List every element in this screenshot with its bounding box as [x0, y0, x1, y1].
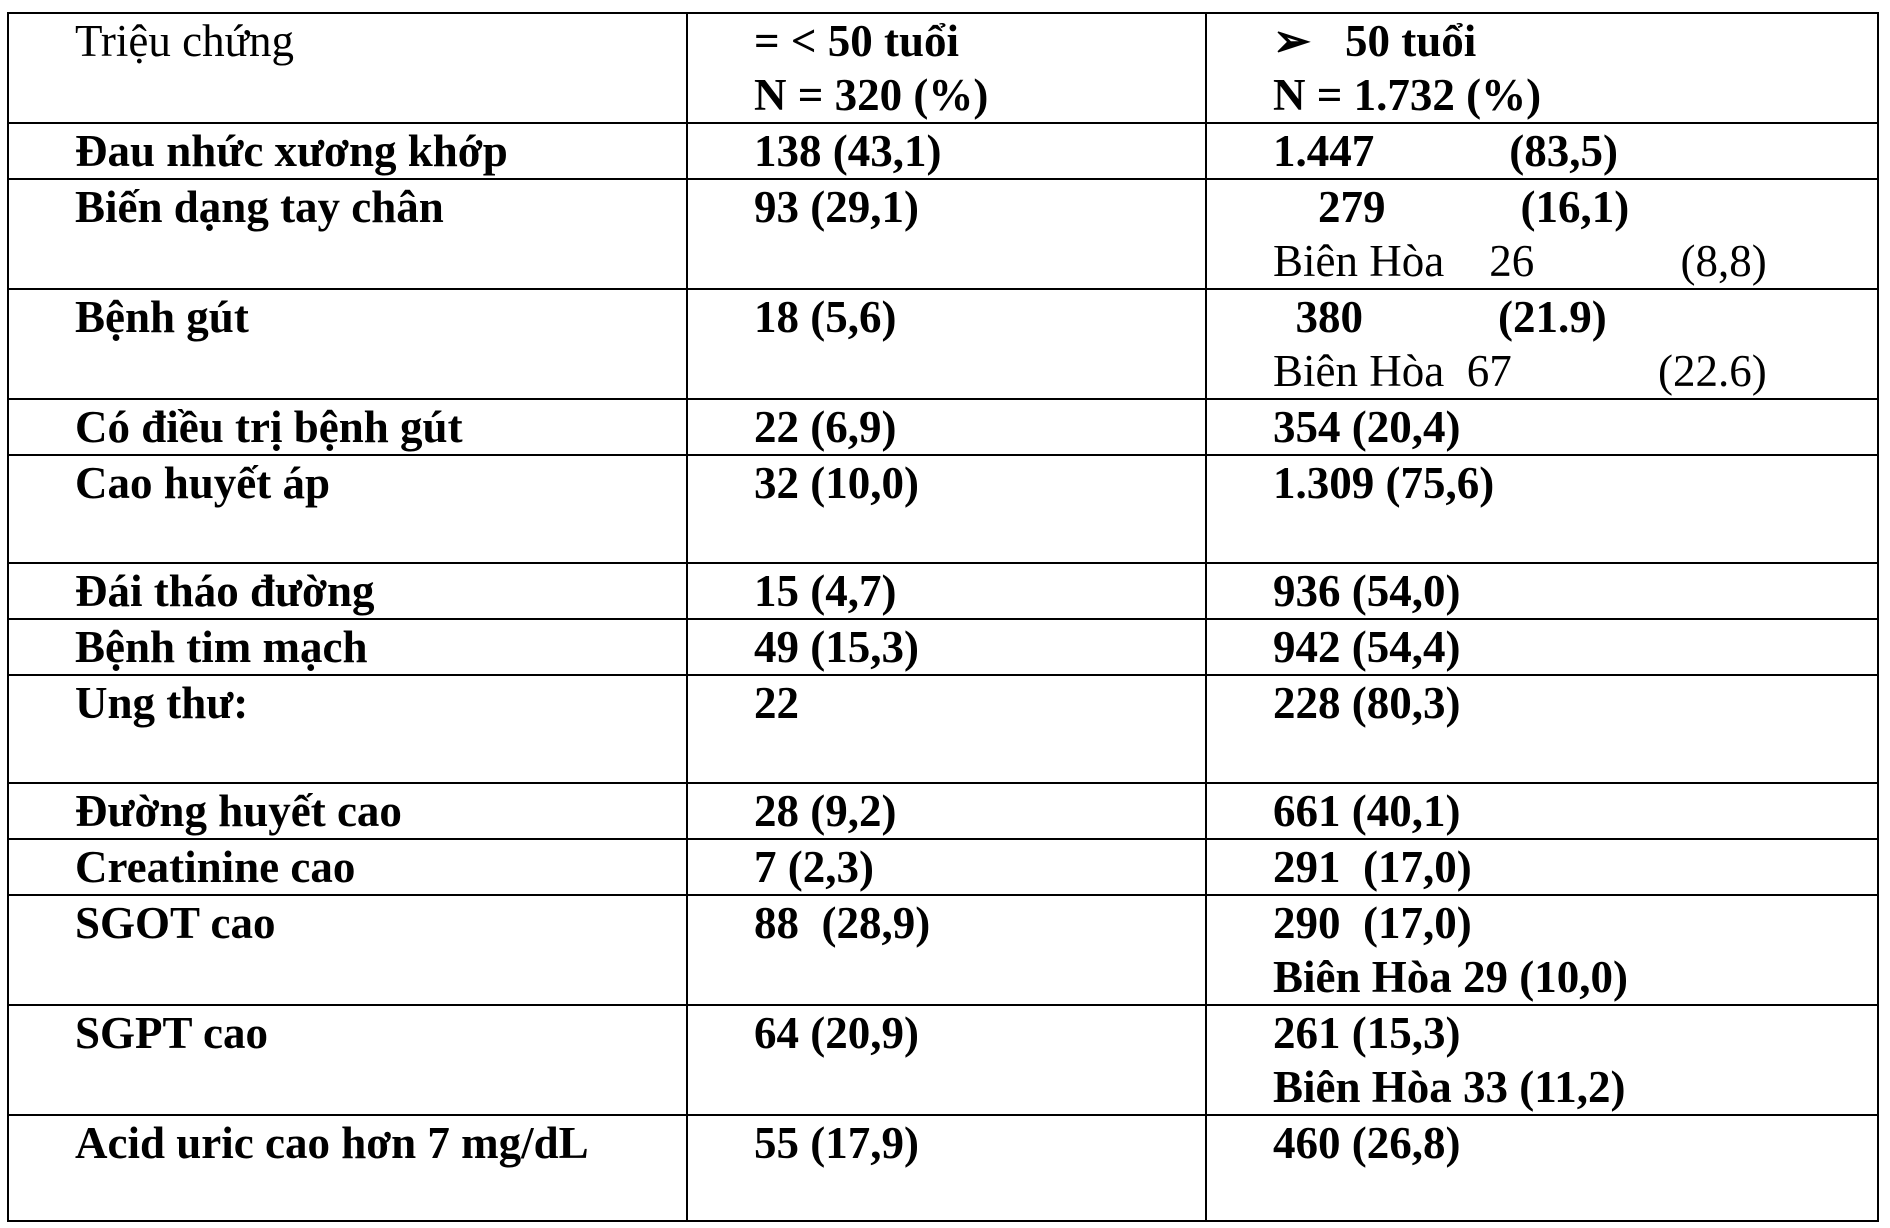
symptom-cell [8, 1005, 687, 1115]
table-row [8, 619, 1878, 675]
table-row [8, 123, 1878, 179]
table-row [8, 289, 1878, 399]
symptom-cell [8, 839, 687, 895]
symptom-label: Đái tháo đường [75, 566, 375, 616]
under-50-value: 18 (5,6) [754, 292, 897, 342]
table-row [8, 1005, 1878, 1115]
over-50-value: 1.447 (83,5) [1273, 126, 1618, 176]
table-row [8, 399, 1878, 455]
table-row [8, 895, 1878, 1005]
over-50-bien-hoa-value: Biên Hòa 67 (22.6) [1273, 346, 1767, 396]
over-50-cell [1206, 289, 1878, 399]
under-50-cell [687, 895, 1206, 1005]
symptom-label: Cao huyết áp [75, 458, 331, 508]
over-50-value: 460 (26,8) [1273, 1118, 1461, 1168]
table-row [8, 1115, 1878, 1221]
symptom-cell [8, 399, 687, 455]
over-50-bien-hoa-value: Biên Hòa 29 (10,0) [1273, 952, 1628, 1002]
symptom-cell [8, 619, 687, 675]
under-50-value: 55 (17,9) [754, 1118, 919, 1168]
over-50-cell [1206, 895, 1878, 1005]
symptom-cell [8, 455, 687, 563]
symptom-cell [8, 123, 687, 179]
over-50-value: 290 (17,0) [1273, 898, 1472, 948]
under-50-value: 7 (2,3) [754, 842, 874, 892]
header-symptom-label: Triệu chứng [75, 16, 294, 66]
under-50-value: 88 (28,9) [754, 898, 931, 948]
symptom-cell [8, 179, 687, 289]
over-50-cell [1206, 783, 1878, 839]
over-50-cell [1206, 123, 1878, 179]
under-50-cell [687, 1005, 1206, 1115]
header-under-50-title: = < 50 tuổi [754, 16, 960, 66]
symptom-label: Bệnh tim mạch [75, 622, 368, 672]
over-50-cell [1206, 563, 1878, 619]
header-under-50-count: N = 320 (%) [754, 70, 989, 120]
over-50-value: 936 (54,0) [1273, 566, 1461, 616]
over-50-value: 354 (20,4) [1273, 402, 1461, 452]
under-50-value: 28 (9,2) [754, 786, 897, 836]
under-50-cell [687, 619, 1206, 675]
over-50-cell [1206, 179, 1878, 289]
under-50-value: 15 (4,7) [754, 566, 897, 616]
over-50-value: 1.309 (75,6) [1273, 458, 1495, 508]
under-50-cell [687, 563, 1206, 619]
header-over-50-title: 50 tuổi [1345, 16, 1477, 66]
over-50-value: 291 (17,0) [1273, 842, 1472, 892]
symptom-cell [8, 895, 687, 1005]
symptom-cell [8, 289, 687, 399]
symptom-label: Creatinine cao [75, 842, 356, 892]
under-50-cell [687, 289, 1206, 399]
symptom-label: Ung thư: [75, 678, 249, 728]
over-50-cell [1206, 675, 1878, 783]
over-50-cell [1206, 839, 1878, 895]
symptom-label: SGPT cao [75, 1008, 268, 1058]
over-50-value: 261 (15,3) [1273, 1008, 1461, 1058]
header-row [8, 13, 1878, 123]
under-50-value: 22 [754, 678, 799, 728]
symptom-label: Đau nhức xương khớp [75, 126, 508, 176]
symptom-cell [8, 1115, 687, 1221]
over-50-value: 228 (80,3) [1273, 678, 1461, 728]
under-50-cell [687, 783, 1206, 839]
header-over-50 [1206, 13, 1878, 123]
symptom-label: Acid uric cao hơn 7 mg/dL [75, 1118, 589, 1168]
table-row [8, 783, 1878, 839]
over-50-cell [1206, 399, 1878, 455]
over-50-value: 380 (21.9) [1273, 292, 1607, 342]
table-row [8, 675, 1878, 783]
over-50-bien-hoa-value: Biên Hòa 26 (8,8) [1273, 236, 1767, 286]
under-50-cell [687, 675, 1206, 783]
under-50-value: 93 (29,1) [754, 182, 919, 232]
under-50-value: 32 (10,0) [754, 458, 919, 508]
over-50-cell [1206, 1115, 1878, 1221]
under-50-value: 49 (15,3) [754, 622, 919, 672]
symptom-label: Bệnh gút [75, 292, 249, 342]
table-row [8, 839, 1878, 895]
over-50-value: 279 (16,1) [1273, 182, 1630, 232]
symptom-cell [8, 563, 687, 619]
under-50-cell [687, 1115, 1206, 1221]
table-row [8, 179, 1878, 289]
symptom-cell [8, 783, 687, 839]
symptom-label: SGOT cao [75, 898, 276, 948]
symptom-label: Có điều trị bệnh gút [75, 402, 463, 452]
table-row [8, 455, 1878, 563]
header-symptom [8, 13, 687, 123]
symptom-table [7, 12, 1879, 1222]
over-50-cell [1206, 1005, 1878, 1115]
under-50-cell [687, 179, 1206, 289]
under-50-cell [687, 455, 1206, 563]
over-50-value: 942 (54,4) [1273, 622, 1461, 672]
over-50-bien-hoa-value: Biên Hòa 33 (11,2) [1273, 1062, 1626, 1112]
over-50-cell [1206, 455, 1878, 563]
under-50-value: 64 (20,9) [754, 1008, 919, 1058]
under-50-value: 22 (6,9) [754, 402, 897, 452]
table-row [8, 563, 1878, 619]
over-50-cell [1206, 619, 1878, 675]
under-50-value: 138 (43,1) [754, 126, 942, 176]
under-50-cell [687, 123, 1206, 179]
over-50-value: 661 (40,1) [1273, 786, 1461, 836]
under-50-cell [687, 839, 1206, 895]
arrow-bullet-icon: ➢ [1273, 16, 1311, 66]
symptom-label: Biến dạng tay chân [75, 182, 444, 232]
header-under-50 [687, 13, 1206, 123]
symptom-cell [8, 675, 687, 783]
symptom-label: Đường huyết cao [75, 786, 402, 836]
header-over-50-count: N = 1.732 (%) [1273, 70, 1542, 120]
under-50-cell [687, 399, 1206, 455]
